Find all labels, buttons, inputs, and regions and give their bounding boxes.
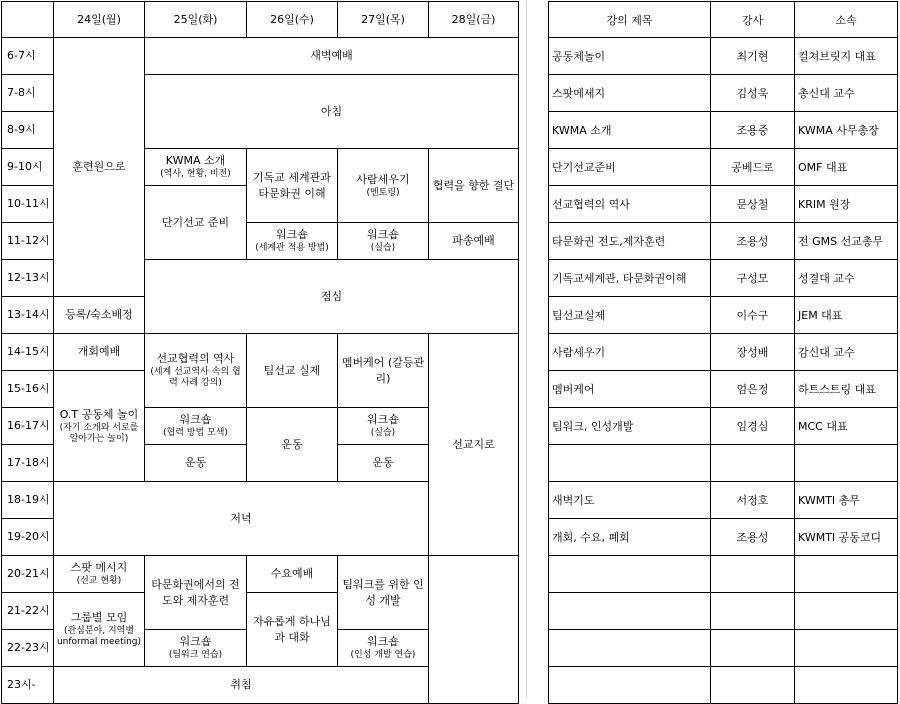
cell-cross-cultural-evangelism: 타문화권에서의 전도와 제자훈련 [145,556,247,630]
day-header: 28일(금) [429,2,519,38]
cell-sub-text: (협력 방법 모색) [163,428,228,439]
cell-sub-text: (실습) [370,428,396,439]
time-label: 14-15시 [2,334,54,371]
lecture-affiliation: 컬쳐브릿지 대표 [795,38,898,75]
time-label: 18-19시 [2,482,54,519]
cell-care-workshop [338,408,429,445]
lecture-title: 멤버케어 [549,371,711,408]
time-label: 9-10시 [2,149,54,186]
day-header: 25일(화) [145,2,247,38]
lecture-affiliation: KWMTI 공동코디 [795,519,898,556]
cell-main-text: 선교협력의 역사 [156,352,235,366]
lecture-affiliation: 하트스트링 대표 [795,371,898,408]
cell-sub-text: (자기 소개와 서로를 알아가는 놀이) [59,422,139,444]
lecture-instructor: 공베드로 [711,149,795,186]
lecture-instructor: 임경심 [711,408,795,445]
cell-character-workshop [338,630,429,667]
lecture-instructor: 조용성 [711,223,795,260]
time-label: 13-14시 [2,297,54,334]
cell-people-workshop [338,223,429,260]
schedule-header-row [2,2,519,38]
cell-worldview-workshop [247,223,338,260]
time-label: 22-23시 [2,630,54,667]
lecture-affiliation: KWMA 사무총장 [795,112,898,149]
cell-main-text: 스팟 메시지 [70,561,128,575]
lecture-instructor: 엄은정 [711,371,795,408]
cell-sub-text: (팀워크 연습) [168,650,223,661]
lecture-title: 스팟메세지 [549,75,711,112]
cell-exercise-tue: 운동 [145,445,247,482]
lecture-instructor: 서정호 [711,482,795,519]
time-label: 8-9시 [2,112,54,149]
cell-opening-worship: 개회예배 [54,334,145,371]
header-instructor: 강사 [711,2,795,38]
lecture-row [549,482,898,519]
cell-sub-text: (세계관 적용 방법) [255,243,329,254]
day-header: 24일(월) [54,2,145,38]
lecture-affiliation: MCC 대표 [795,408,898,445]
cell-history-workshop [145,408,247,445]
cell-establish-people [338,149,429,223]
cell-empty-friday-evening [429,556,519,704]
time-label: 11-12시 [2,223,54,260]
lecture-affiliation: 성결대 교수 [795,260,898,297]
time-label: 7-8시 [2,75,54,112]
time-row [2,334,519,371]
day-header: 26일(수) [247,2,338,38]
lecture-table [548,1,898,704]
cell-short-term-prep: 단기선교 준비 [145,186,247,260]
cell-sub-text: (관심분야, 지역별 unformal meeting) [56,626,142,648]
cell-main-text: O.T 공동체 놀이 [59,407,139,421]
time-label: 20-21시 [2,556,54,593]
lecture-affiliation [795,445,898,482]
cell-exercise-thu: 운동 [338,445,429,482]
empty-cell [795,593,898,630]
cell-main-text: 워크숍 [367,228,399,242]
cell-member-care: 멤버케어 (갈등관리) [338,334,429,408]
empty-grid-row [549,630,898,667]
cell-dawn-worship: 새벽예배 [145,38,519,75]
cell-kwma-intro [145,149,247,186]
cell-sub-text: (선교 현황) [76,576,122,587]
cell-dinner: 저녁 [54,482,429,556]
lecture-row [549,149,898,186]
cell-decision: 협력을 향한 결단 [429,149,519,223]
lecture-instructor: 조용성 [711,519,795,556]
empty-cell [549,667,711,704]
time-label: 16-17시 [2,408,54,445]
time-row [2,556,519,593]
cell-sub-text: (실습) [370,243,396,254]
cell-free-talk-with-god: 자유롭게 하나님과 대화 [247,593,338,667]
lecture-affiliation: OMF 대표 [795,149,898,186]
time-label: 6-7시 [2,38,54,75]
cell-main-text: 그룹별 모임 [70,611,128,625]
time-label: 17-18시 [2,445,54,482]
day-header: 27일(목) [338,2,429,38]
corner-cell [2,2,54,38]
empty-grid-row [549,593,898,630]
cell-evangelism-workshop [145,630,247,667]
lecture-title: 팀워크, 인성개발 [549,408,711,445]
lecture-row [549,408,898,445]
cell-sleep: 취침 [54,667,429,704]
cell-ot [54,371,145,482]
lecture-title: 공동체놀이 [549,38,711,75]
empty-cell [549,630,711,667]
cell-exercise-wed: 운동 [247,408,338,482]
lecture-row [549,112,898,149]
lecture-title: 개회, 수요, 폐회 [549,519,711,556]
header-lecture-title: 강의 제목 [549,2,711,38]
lecture-title: 타문화권 전도,제자훈련 [549,223,711,260]
lecture-row [549,297,898,334]
lecture-row [549,186,898,223]
lecture-title: KWMA 소개 [549,112,711,149]
empty-grid-row [549,667,898,704]
lecture-affiliation: 전 GMS 선교총무 [795,223,898,260]
lecture-instructor: 최기현 [711,38,795,75]
lecture-row [549,445,898,482]
time-label: 19-20시 [2,519,54,556]
cell-teamwork-character: 팀워크를 위한 인성 개발 [338,556,429,630]
time-label: 23시- [2,667,54,704]
lecture-title: 팀선교실제 [549,297,711,334]
column-gap-line [526,1,527,698]
empty-cell [549,593,711,630]
cell-main-text: 워크숍 [179,635,212,649]
cell-lunch: 점심 [145,260,519,334]
empty-cell [549,556,711,593]
cell-main-text: 워크숍 [179,413,212,427]
lecture-instructor: 구성모 [711,260,795,297]
lecture-row [549,75,898,112]
weekly-schedule-table [1,1,519,704]
lecture-instructor: 김성욱 [711,75,795,112]
empty-cell [795,667,898,704]
cell-registration: 등록/숙소배정 [54,297,145,334]
header-affiliation: 소속 [795,2,898,38]
lecture-header-row [549,2,898,38]
lecture-row [549,260,898,297]
empty-cell [795,556,898,593]
lecture-row [549,334,898,371]
time-label: 15-16시 [2,371,54,408]
lecture-row [549,223,898,260]
empty-cell [711,630,795,667]
cell-sub-text: (세계 선교역사 속의 협력 사례 강의) [150,367,241,389]
lecture-affiliation: KRIM 원장 [795,186,898,223]
cell-sub-text: (인성 개발 연습) [350,650,416,661]
cell-to-mission-field: 선교지로 [429,334,519,556]
lecture-row [549,519,898,556]
cell-main-text: 워크숍 [367,413,399,427]
lecture-title: 새벽기도 [549,482,711,519]
cell-main-text: KWMA 소개 [165,154,226,168]
lecture-affiliation: KWMTI 총무 [795,482,898,519]
cell-sub-text: (멘토링) [366,187,400,198]
cell-group-meeting [54,593,145,667]
cell-main-text: 워크숍 [276,228,308,242]
time-row [2,38,519,75]
lecture-row [549,38,898,75]
lecture-instructor [711,445,795,482]
lecture-title [549,445,711,482]
empty-cell [795,630,898,667]
cell-breakfast: 아침 [145,75,519,149]
lecture-instructor: 장성배 [711,334,795,371]
cell-sub-text: (역사, 현황, 비전) [160,169,231,180]
lecture-row [549,371,898,408]
cell-wednesday-worship: 수요예배 [247,556,338,593]
empty-grid-row [549,556,898,593]
cell-spot-message [54,556,145,593]
lecture-affiliation: 총신대 교수 [795,75,898,112]
cell-to-training-center: 훈련원으로 [54,38,145,297]
time-label: 21-22시 [2,593,54,630]
lecture-affiliation: 감신대 교수 [795,334,898,371]
lecture-title: 단기선교준비 [549,149,711,186]
lecture-title: 선교협력의 역사 [549,186,711,223]
cell-christian-worldview: 기독교 세계관과 타문화권 이해 [247,149,338,223]
time-label: 12-13시 [2,260,54,297]
lecture-instructor: 이수구 [711,297,795,334]
cell-mission-history [145,334,247,408]
lecture-affiliation: JEM 대표 [795,297,898,334]
empty-cell [711,593,795,630]
lecture-instructor: 조용중 [711,112,795,149]
lecture-instructor: 문상철 [711,186,795,223]
cell-team-mission: 팀선교 실제 [247,334,338,408]
cell-main-text: 사람세우기 [356,172,410,186]
cell-main-text: 워크숍 [367,635,399,649]
lecture-title: 기독교세계관, 타문화권이해 [549,260,711,297]
lecture-title: 사람세우기 [549,334,711,371]
empty-cell [711,556,795,593]
time-label: 10-11시 [2,186,54,223]
cell-sending-worship: 파송예배 [429,223,519,260]
empty-cell [711,667,795,704]
